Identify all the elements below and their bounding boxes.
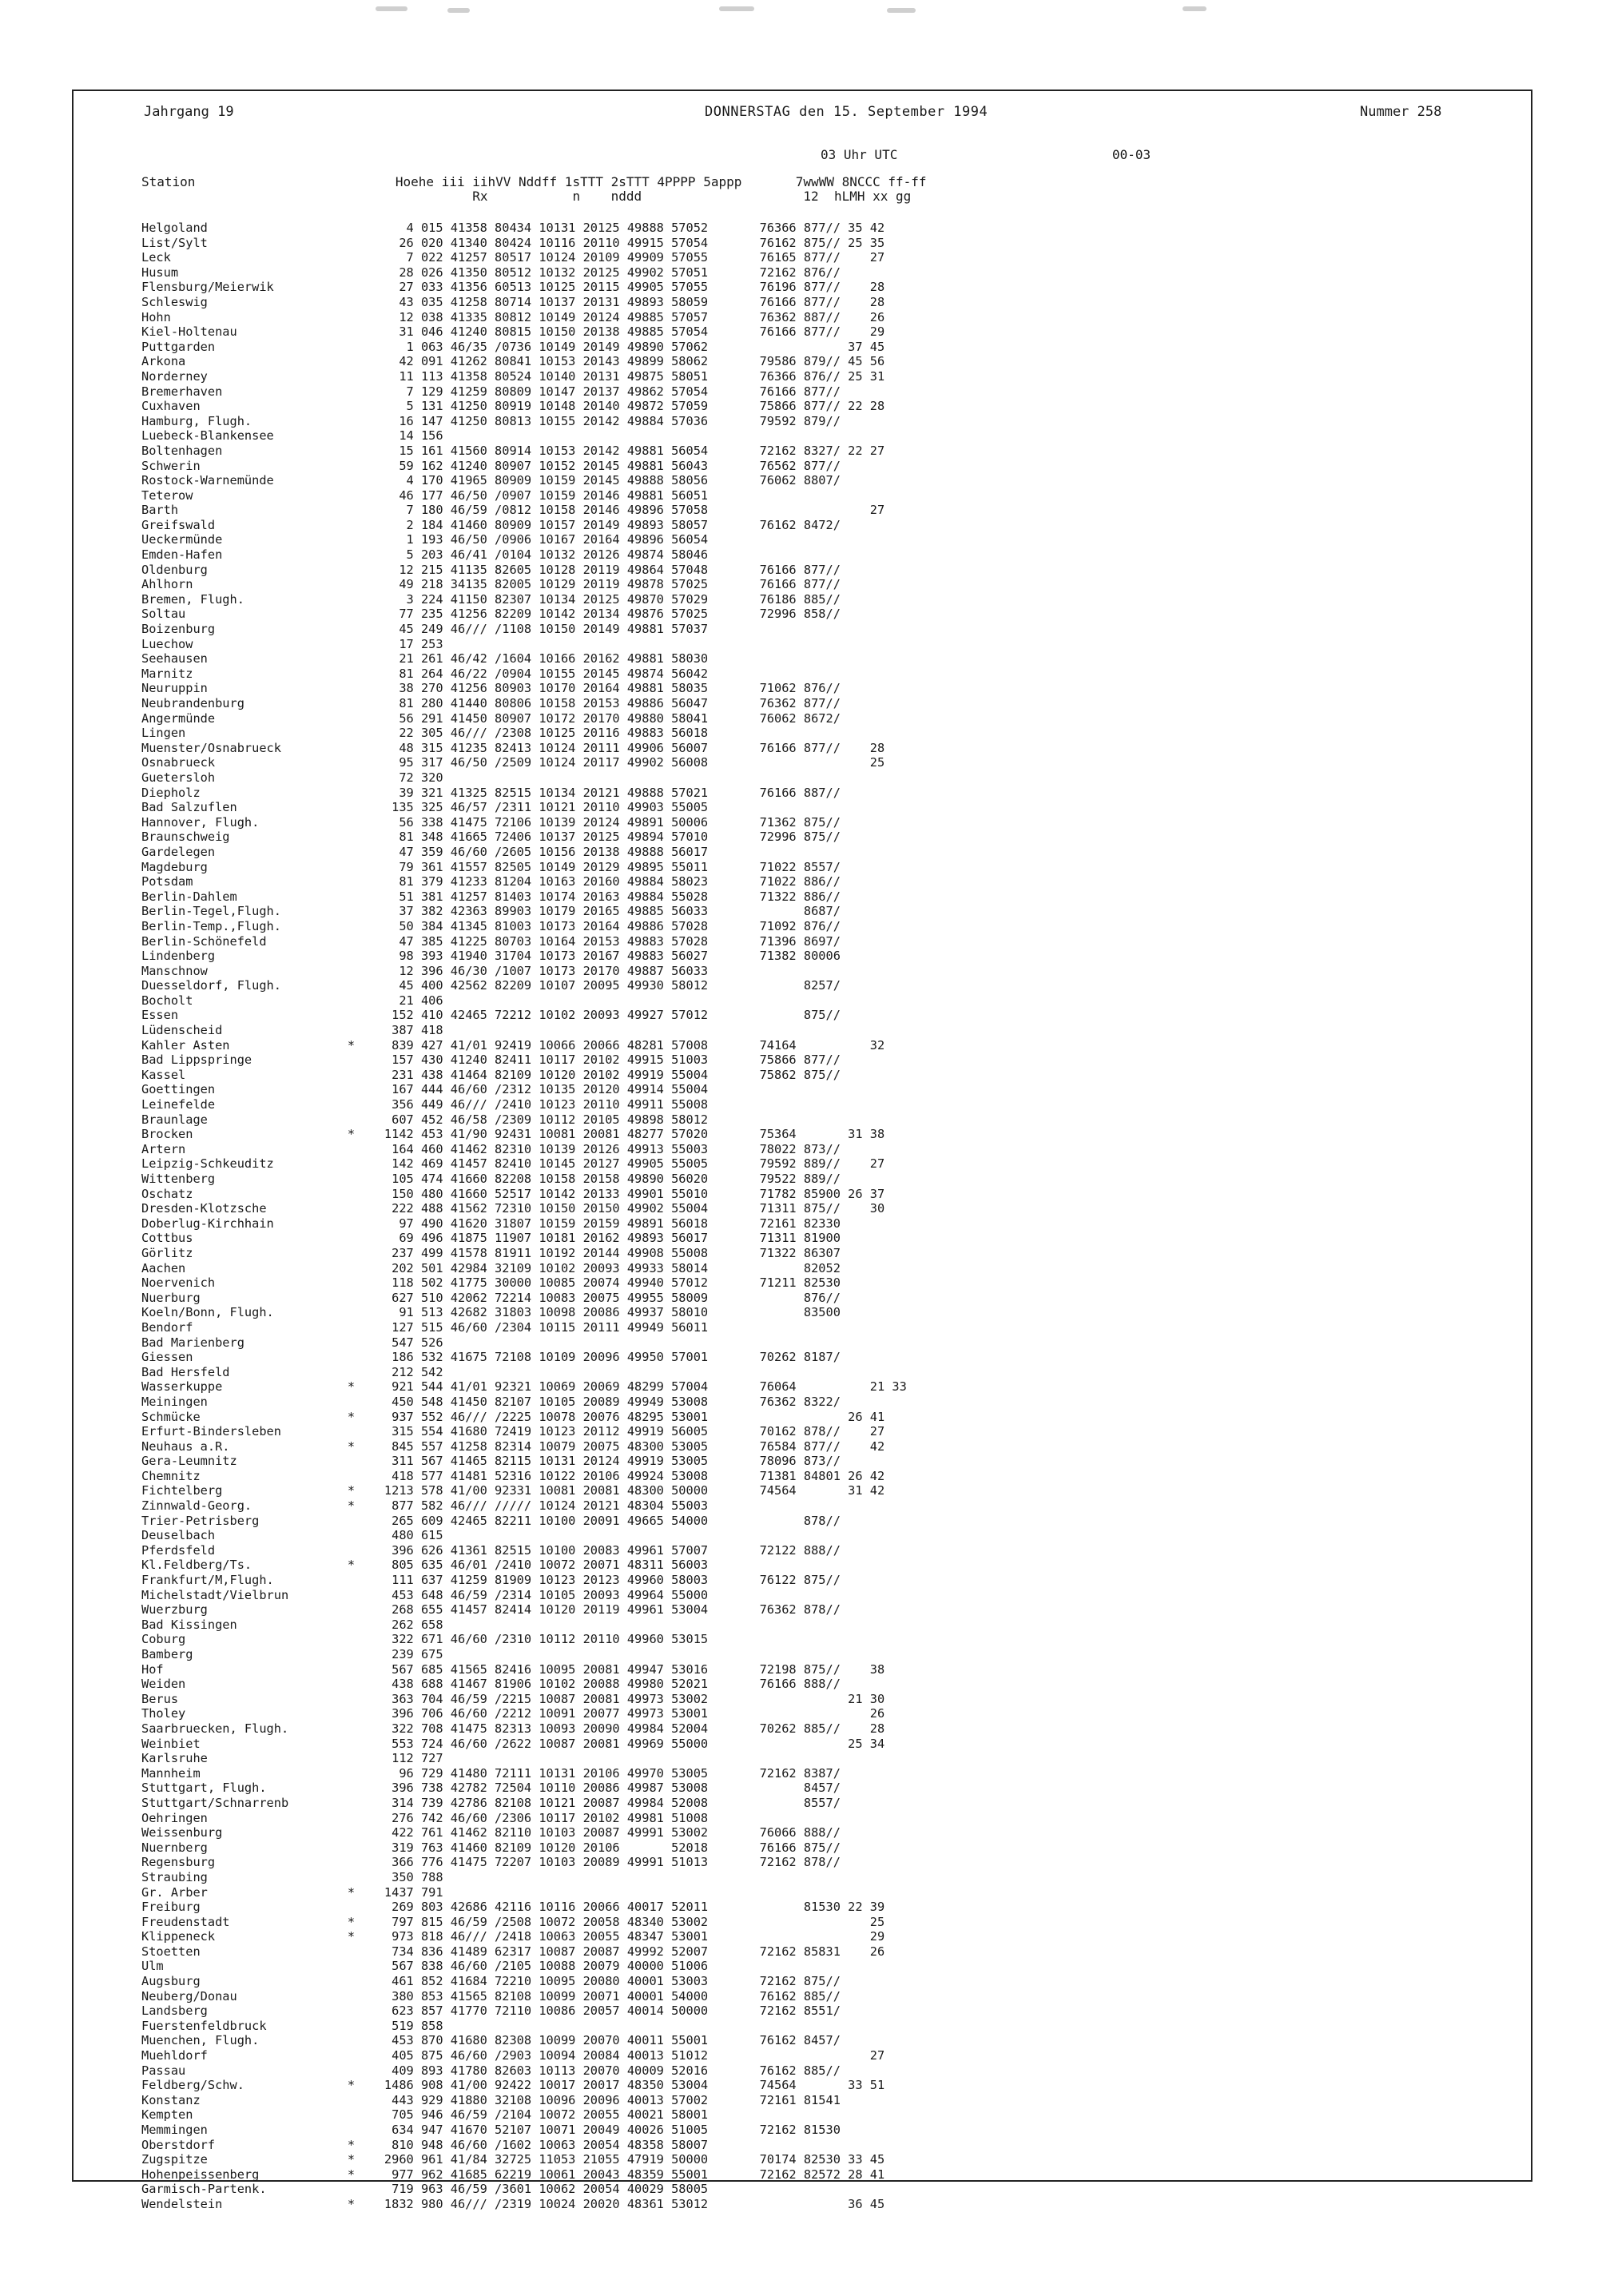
station-row: Landsberg 623 857 41770 72110 10086 20057 40014 50000 72162 8551/ bbox=[141, 2004, 841, 2019]
station-row: List/Sylt 26 020 41340 80424 10116 20110 49915 57054 76162 875// 25 35 bbox=[141, 235, 885, 250]
station-row: Frankfurt/M,Flugh. 111 637 41259 81909 10123 20123 49960 58003 76122 875// bbox=[141, 1573, 841, 1588]
station-row: Dresden-Klotzsche 222 488 41562 72310 10150 20150 49902 55004 71311 875// 30 bbox=[141, 1201, 885, 1216]
station-row: Bad Salzuflen 135 325 46/57 /2311 10121 20110 49903 55005 bbox=[141, 800, 709, 815]
station-row: Bremerhaven 7 129 41259 80809 10147 20137 49862 57054 76166 877// bbox=[141, 384, 841, 399]
station-row: Lüdenscheid 387 418 bbox=[141, 1023, 443, 1038]
station-row: Berlin-Temp.,Flugh. 50 384 41345 81003 10173 20164 49886 57028 71092 876// bbox=[141, 918, 841, 933]
station-row: Neuberg/Donau 380 853 41565 82108 10099 20071 40001 54000 76162 885// bbox=[141, 1988, 841, 2004]
station-row: Boltenhagen 15 161 41560 80914 10153 20142 49881 56054 72162 8327/ 22 27 bbox=[141, 443, 885, 458]
station-row: Augsburg 461 852 41684 72210 10095 20080 40001 53003 72162 875// bbox=[141, 1974, 841, 1989]
station-row: Seehausen 21 261 46/42 /1604 10166 20162 49881 58030 bbox=[141, 651, 709, 667]
station-row: Gardelegen 47 359 46/60 /2605 10156 20138 49888 56017 bbox=[141, 844, 709, 859]
station-row: Chemnitz 418 577 41481 52316 10122 20106 49924 53008 71381 84801 26 42 bbox=[141, 1468, 885, 1483]
station-row: Bad Kissingen 262 658 bbox=[141, 1617, 443, 1632]
station-row: Boizenburg 45 249 46/// /1108 10150 20149 49881 57037 bbox=[141, 622, 709, 637]
station-row: Oldenburg 12 215 41135 82605 10128 20119 49864 57048 76166 877// bbox=[141, 562, 841, 577]
column-headers bbox=[141, 175, 927, 204]
station-row: Schwerin 59 162 41240 80907 10152 20145 49881 56043 76562 877// bbox=[141, 458, 841, 473]
station-row: Passau 409 893 41780 82603 10113 20070 40009 52016 76162 885// bbox=[141, 2063, 841, 2078]
station-row: Berus 363 704 46/59 /2215 10087 20081 49973 53002 21 30 bbox=[141, 1691, 885, 1706]
station-row: Freiburg 269 803 42686 42116 10116 20066 40017 52011 81530 22 39 bbox=[141, 1900, 885, 1915]
station-row: Pferdsfeld 396 626 41361 82515 10100 20083 49961 57007 72122 888// bbox=[141, 1542, 841, 1558]
station-row: Ueckermünde 1 193 46/50 /0906 10167 20164 49896 56054 bbox=[141, 532, 709, 547]
station-row: Fichtelberg * 1213 578 41/00 92331 10081 20081 48300 50000 74564 31 42 bbox=[141, 1483, 885, 1498]
station-row: Fuerstenfeldbruck 519 858 bbox=[141, 2018, 443, 2033]
station-table bbox=[141, 221, 1452, 2212]
station-row: Hohn 12 038 41335 80812 10149 20124 49885 57057 76362 887// 26 bbox=[141, 309, 885, 324]
station-row: Nuernberg 319 763 41460 82109 10120 20106 52018 76166 875// bbox=[141, 1840, 841, 1855]
station-row: Luechow 17 253 bbox=[141, 636, 443, 651]
station-row: Bad Lippspringe 157 430 41240 82411 10117 20102 49915 51003 75866 877// bbox=[141, 1052, 841, 1068]
station-row: Leipzig-Schkeuditz 142 469 41457 82410 10145 20127 49905 55005 79592 889// 27 bbox=[141, 1156, 885, 1172]
station-row: Lindenberg 98 393 41940 31704 10173 20167 49883 56027 71382 80006 bbox=[141, 949, 841, 964]
station-row: Cuxhaven 5 131 41250 80919 10148 20140 49872 57059 75866 877// 22 28 bbox=[141, 399, 885, 414]
station-row: Stoetten 734 836 41489 62317 10087 20087 49992 52007 72162 85831 26 bbox=[141, 1944, 885, 1959]
station-row: Freudenstadt * 797 815 46/59 /2508 10072 20058 48340 53002 25 bbox=[141, 1914, 885, 1929]
station-row: Osnabrueck 95 317 46/50 /2509 10124 20117 49902 56008 25 bbox=[141, 755, 885, 770]
station-row: Duesseldorf, Flugh. 45 400 42562 82209 10107 20095 49930 58012 8257/ bbox=[141, 978, 841, 993]
station-row: Noervenich 118 502 41775 30000 10085 20074 49940 57012 71211 82530 bbox=[141, 1275, 841, 1291]
station-row: Doberlug-Kirchhain 97 490 41620 31807 10159 20159 49891 56018 72161 82330 bbox=[141, 1216, 841, 1231]
station-row: Braunschweig 81 348 41665 72406 10137 20125 49894 57010 72996 875// bbox=[141, 830, 841, 845]
station-row: Wendelstein * 1832 980 46/// /2319 10024 20020 48361 53012 36 45 bbox=[141, 2196, 885, 2211]
station-row: Muehldorf 405 875 46/60 /2903 10094 20084 40013 51012 27 bbox=[141, 2048, 885, 2063]
volume-label: Jahrgang 19 bbox=[144, 104, 234, 120]
station-row: Görlitz 237 499 41578 81911 10192 20144 49908 55008 71322 86307 bbox=[141, 1245, 841, 1260]
station-row: Hof 567 685 41565 82416 10095 20081 49947 53016 72198 875// 38 bbox=[141, 1661, 885, 1677]
scan-artifact-strip bbox=[0, 0, 1598, 38]
station-row: Oschatz 150 480 41660 52517 10142 20133 49901 55010 71782 85900 26 37 bbox=[141, 1186, 885, 1201]
station-row: Regensburg 366 776 41475 72207 10103 20089 49991 51013 72162 878// bbox=[141, 1855, 841, 1870]
station-row: Stuttgart, Flugh. 396 738 42782 72504 10110 20086 49987 53008 8457/ bbox=[141, 1781, 841, 1796]
gust-time-range: 00-03 bbox=[1112, 147, 1151, 162]
station-row: Kassel 231 438 41464 82109 10120 20102 49919 55004 75862 875// bbox=[141, 1067, 841, 1082]
station-row: Erfurt-Bindersleben 315 554 41680 72419 10123 20112 49919 56005 70162 878// 27 bbox=[141, 1424, 885, 1439]
station-row: Soltau 77 235 41256 82209 10142 20134 49876 57025 72996 858// bbox=[141, 607, 841, 622]
station-row: Lingen 22 305 46/// /2308 10125 20116 49883 56018 bbox=[141, 726, 709, 741]
station-row: Nuerburg 627 510 42062 72214 10083 20075 49955 58009 876// bbox=[141, 1290, 841, 1305]
station-row: Weissenburg 422 761 41462 82110 10103 20087 49991 53002 76066 888// bbox=[141, 1825, 841, 1840]
report-date: DONNERSTAG den 15. September 1994 bbox=[705, 104, 988, 120]
station-row: Berlin-Tegel,Flugh. 37 382 42363 89903 10179 20165 49885 56033 8687/ bbox=[141, 904, 841, 919]
station-row: Potsdam 81 379 41233 81204 10163 20160 49884 58023 71022 886// bbox=[141, 874, 841, 889]
station-row: Garmisch-Partenk. 719 963 46/59 /3601 10062 20054 40029 58005 bbox=[141, 2182, 709, 2197]
station-row: Koeln/Bonn, Flugh. 91 513 42682 31803 10098 20086 49937 58010 83500 bbox=[141, 1305, 841, 1320]
station-row: Manschnow 12 396 46/30 /1007 10173 20170 49887 56033 bbox=[141, 963, 709, 978]
station-row: Wuerzburg 268 655 41457 82414 10120 20119 49961 53004 76362 878// bbox=[141, 1602, 841, 1618]
station-row: Norderney 11 113 41358 80524 10140 20131 49875 58051 76366 876// 25 31 bbox=[141, 368, 885, 384]
station-row: Bamberg 239 675 bbox=[141, 1647, 443, 1661]
station-row: Coburg 322 671 46/60 /2310 10112 20110 49960 53015 bbox=[141, 1632, 709, 1647]
station-row: Essen 152 410 42465 72212 10102 20093 49927 57012 875// bbox=[141, 1008, 841, 1023]
station-row: Puttgarden 1 063 46/35 /0736 10149 20149 49890 57062 37 45 bbox=[141, 339, 885, 354]
station-row: Bremen, Flugh. 3 224 41150 82307 10134 20125 49870 57029 76186 885// bbox=[141, 591, 841, 607]
station-row: Karlsruhe 112 727 bbox=[141, 1751, 443, 1766]
station-row: Kempten 705 946 46/59 /2104 10072 20055 40021 58001 bbox=[141, 2107, 709, 2123]
station-row: Kahler Asten * 839 427 41/01 92419 10066 20066 48281 57008 74164 32 bbox=[141, 1037, 885, 1052]
observation-time-label: 03 Uhr UTC bbox=[821, 147, 898, 162]
station-row: Wittenberg 105 474 41660 82208 10158 20158 49890 56020 79522 889// bbox=[141, 1172, 841, 1186]
station-row: Neuhaus a.R. * 845 557 41258 82314 10079 20075 48300 53005 76584 877// 42 bbox=[141, 1438, 885, 1454]
station-row: Angermünde 56 291 41450 80907 10172 20170 49880 58041 76062 8672/ bbox=[141, 710, 841, 726]
station-row: Kiel-Holtenau 31 046 41240 80815 10150 20138 49885 57054 76166 877// 29 bbox=[141, 324, 885, 340]
station-row: Leck 7 022 41257 80517 10124 20109 49909 57055 76165 877// 27 bbox=[141, 250, 885, 265]
station-row: Meiningen 450 548 41450 82107 10105 20089 49949 53008 76362 8322/ bbox=[141, 1394, 841, 1409]
station-row: Braunlage 607 452 46/58 /2309 10112 20105 49898 58012 bbox=[141, 1112, 709, 1127]
station-row: Zinnwald-Georg. * 877 582 46/// ///// 10124 20121 48304 55003 bbox=[141, 1498, 709, 1514]
station-row: Brocken * 1142 453 41/90 92431 10081 20081 48277 57020 75364 31 38 bbox=[141, 1127, 885, 1142]
station-row: Giessen 186 532 41675 72108 10109 20096 49950 57001 70262 8187/ bbox=[141, 1350, 841, 1365]
station-row: Berlin-Dahlem 51 381 41257 81403 10174 20163 49884 55028 71322 886// bbox=[141, 889, 841, 904]
station-row: Arkona 42 091 41262 80841 10153 20143 49899 58062 79586 879// 45 56 bbox=[141, 354, 885, 369]
station-row: Kl.Feldberg/Ts. * 805 635 46/01 /2410 10072 20071 48311 56003 bbox=[141, 1558, 709, 1573]
station-row: Berlin-Schönefeld 47 385 41225 80703 10164 20153 49883 57028 71396 8697/ bbox=[141, 933, 841, 949]
station-row: Greifswald 2 184 41460 80909 10157 20149 49893 58057 76162 8472/ bbox=[141, 517, 841, 532]
station-row: Leinefelde 356 449 46/// /2410 10123 20110 49911 55008 bbox=[141, 1097, 709, 1112]
station-row: Helgoland 4 015 41358 80434 10131 20125 49888 57052 76366 877// 35 42 bbox=[141, 221, 885, 235]
column-header-line-1: Station Hoehe iii iihVV Nddff 1sTTT 2sTTT 4PPPP 5appp 7wwWW 8NCCC ff-ff bbox=[141, 174, 927, 189]
station-row: Bocholt 21 406 bbox=[141, 993, 443, 1008]
station-row: Artern 164 460 41462 82310 10139 20126 49913 55003 78022 873// bbox=[141, 1141, 841, 1156]
station-row: Barth 7 180 46/59 /0812 10158 20146 49896 57058 27 bbox=[141, 503, 885, 518]
station-row: Goettingen 167 444 46/60 /2312 10135 20120 49914 55004 bbox=[141, 1082, 709, 1097]
station-row: Luebeck-Blankensee 14 156 bbox=[141, 428, 443, 444]
station-row: Klippeneck * 973 818 46/// /2418 10063 20055 48347 53001 29 bbox=[141, 1929, 885, 1944]
station-row: Diepholz 39 321 41325 82515 10134 20121 49888 57021 76166 887// bbox=[141, 785, 841, 800]
station-row: Gera-Leumnitz 311 567 41465 82115 10131 20124 49919 53005 78096 873// bbox=[141, 1454, 841, 1469]
station-row: Muenchen, Flugh. 453 870 41680 82308 10099 20070 40011 55001 76162 8457/ bbox=[141, 2033, 841, 2048]
station-row: Feldberg/Schw. * 1486 908 41/00 92422 10017 20017 48350 53004 74564 33 51 bbox=[141, 2078, 885, 2093]
station-row: Neuruppin 38 270 41256 80903 10170 20164 49881 58035 71062 876// bbox=[141, 681, 841, 696]
station-row: Wasserkuppe * 921 544 41/01 92321 10069 20069 48299 57004 76064 21 33 bbox=[141, 1379, 907, 1395]
station-row: Guetersloh 72 320 bbox=[141, 770, 443, 785]
station-row: Teterow 46 177 46/50 /0907 10159 20146 49881 56051 bbox=[141, 487, 709, 503]
station-row: Magdeburg 79 361 41557 82505 10149 20129 49895 55011 71022 8557/ bbox=[141, 859, 841, 874]
weather-report-sheet bbox=[72, 90, 1532, 2211]
station-row: Konstanz 443 929 41880 32108 10096 20096 40013 57002 72161 81541 bbox=[141, 2092, 841, 2107]
station-row: Deuselbach 480 615 bbox=[141, 1528, 443, 1543]
station-row: Hamburg, Flugh. 16 147 41250 80813 10155 20142 49884 57036 79592 879// bbox=[141, 413, 841, 428]
station-row: Saarbruecken, Flugh. 322 708 41475 82313 10093 20090 49984 52004 70262 885// 28 bbox=[141, 1721, 885, 1736]
station-row: Marnitz 81 264 46/22 /0904 10155 20145 49874 56042 bbox=[141, 666, 709, 681]
station-row: Weiden 438 688 41467 81906 10102 20088 49980 52021 76166 888// bbox=[141, 1677, 841, 1692]
station-row: Zugspitze * 2960 961 41/84 32725 11053 21055 47919 50000 70174 82530 33 45 bbox=[141, 2152, 885, 2167]
station-row: Weinbiet 553 724 46/60 /2622 10087 20081 49969 55000 25 34 bbox=[141, 1736, 885, 1751]
column-header-line-2: Rx n nddd 12 hLMH xx gg bbox=[141, 189, 912, 204]
station-row: Cottbus 69 496 41875 11907 10181 20162 49893 56017 71311 81900 bbox=[141, 1231, 841, 1246]
station-row: Muenster/Osnabrueck 48 315 41235 82413 10124 20111 49906 56007 76166 877// 28 bbox=[141, 740, 885, 755]
station-row: Tholey 396 706 46/60 /2212 10091 20077 49973 53001 26 bbox=[141, 1706, 885, 1721]
issue-number: Nummer 258 bbox=[1360, 104, 1442, 120]
station-row: Ahlhorn 49 218 34135 82005 10129 20119 49878 57025 76166 877// bbox=[141, 577, 841, 592]
station-row: Schmücke * 937 552 46/// /2225 10078 20076 48295 53001 26 41 bbox=[141, 1409, 885, 1424]
station-row: Hannover, Flugh. 56 338 41475 72106 10139 20124 49891 50006 71362 875// bbox=[141, 814, 841, 830]
station-row: Bendorf 127 515 46/60 /2304 10115 20111 49949 56011 bbox=[141, 1319, 709, 1335]
station-row: Michelstadt/Vielbrun 453 648 46/59 /2314 10105 20093 49964 55000 bbox=[141, 1587, 709, 1602]
station-row: Oehringen 276 742 46/60 /2306 10117 20102 49981 51008 bbox=[141, 1810, 709, 1825]
station-row: Ulm 567 838 46/60 /2105 10088 20079 40000 51006 bbox=[141, 1959, 709, 1974]
station-row: Oberstdorf * 810 948 46/60 /1602 10063 20054 48358 58007 bbox=[141, 2137, 709, 2152]
station-row: Emden-Hafen 5 203 46/41 /0104 10132 20126 49874 58046 bbox=[141, 547, 709, 563]
station-row: Gr. Arber * 1437 791 bbox=[141, 1884, 443, 1900]
station-row: Neubrandenburg 81 280 41440 80806 10158 20153 49886 56047 76362 877// bbox=[141, 696, 841, 710]
station-row: Flensburg/Meierwik 27 033 41356 60513 10125 20115 49905 57055 76196 877// 28 bbox=[141, 280, 885, 295]
station-row: Aachen 202 501 42984 32109 10102 20093 49933 58014 82052 bbox=[141, 1260, 841, 1275]
station-row: Memmingen 634 947 41670 52107 10071 20049 40026 51005 72162 81530 bbox=[141, 2123, 841, 2137]
station-row: Hohenpeissenberg * 977 962 41685 62219 10061 20043 48359 55001 72162 82572 28 41 bbox=[141, 2167, 885, 2182]
station-row: Mannheim 96 729 41480 72111 10131 20106 49970 53005 72162 8387/ bbox=[141, 1765, 841, 1781]
station-row: Schleswig 43 035 41258 80714 10137 20131 49893 58059 76166 877// 28 bbox=[141, 294, 885, 309]
station-row: Bad Marienberg 547 526 bbox=[141, 1335, 443, 1350]
station-row: Bad Hersfeld 212 542 bbox=[141, 1364, 443, 1379]
station-row: Rostock-Warnemünde 4 170 41965 80909 10159 20145 49888 58056 76062 8807/ bbox=[141, 473, 841, 488]
station-row: Trier-Petrisberg 265 609 42465 82211 10100 20091 49665 54000 878// bbox=[141, 1513, 841, 1528]
station-row: Stuttgart/Schnarrenb 314 739 42786 82108 10121 20087 49984 52008 8557/ bbox=[141, 1795, 841, 1810]
station-row: Husum 28 026 41350 80512 10132 20125 49902 57051 72162 876// bbox=[141, 265, 841, 280]
station-row: Straubing 350 788 bbox=[141, 1869, 443, 1884]
